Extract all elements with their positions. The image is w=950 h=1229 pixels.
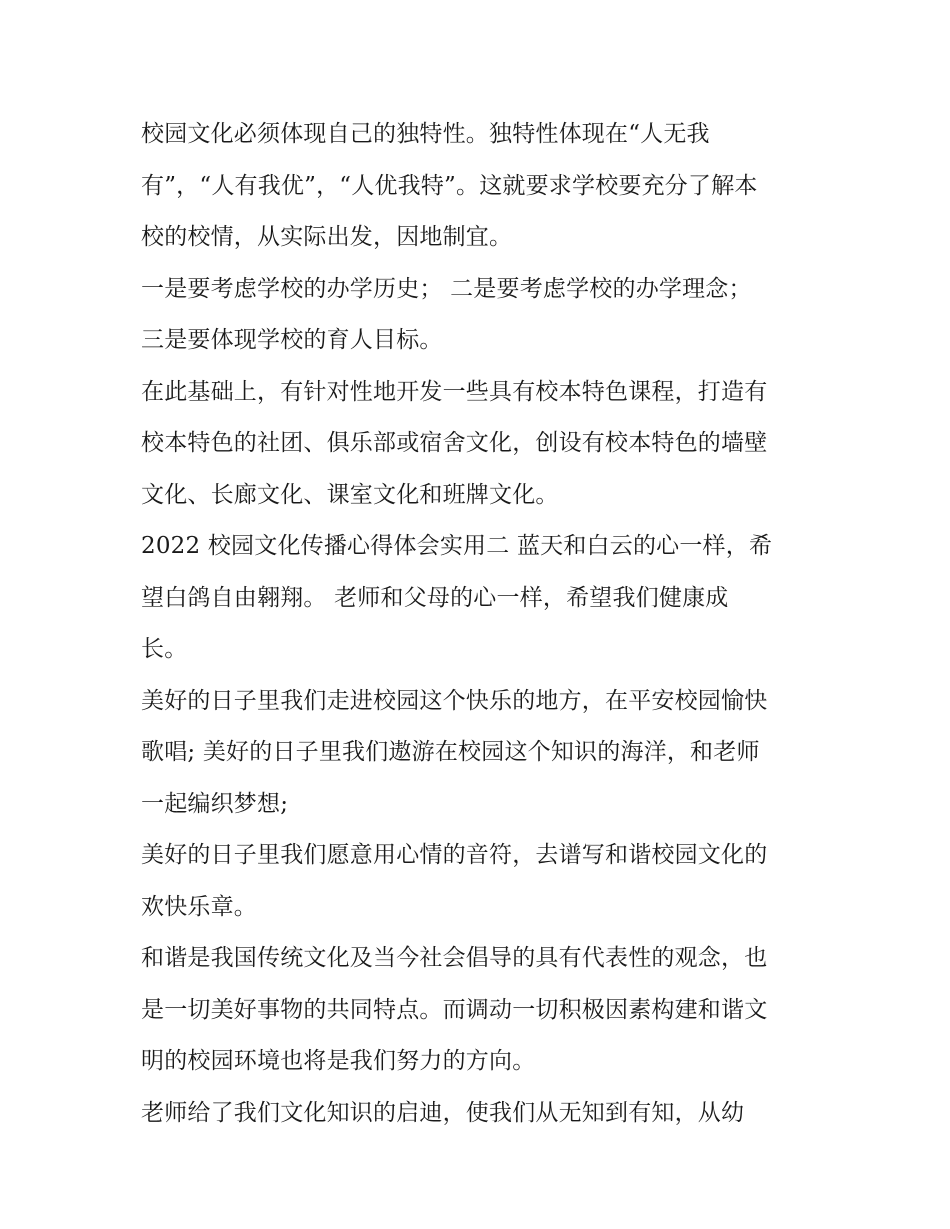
text-line: 是一切美好事物的共同特点。而调动一切积极因素构建和谐文 [141, 996, 768, 1023]
text-line: 在此基础上，有针对性地开发一些具有校本特色课程，打造有 [141, 378, 768, 405]
text-line: 2022 校园文化传播心得体会实用二 蓝天和白云的心一样，希 [141, 533, 773, 559]
text-line: 三是要体现学校的育人目标。 [141, 327, 443, 353]
text-line: 长。 [141, 636, 188, 662]
document-body [141, 109, 821, 1139]
text-line: 一起编织梦想; [141, 790, 289, 817]
text-line: 有”，“人有我优”，“人优我特”。这就要求学校要充分了解本 [141, 172, 758, 199]
text-line: 美好的日子里我们走进校园这个快乐的地方，在平安校园愉快 [141, 687, 768, 714]
text-line: 欢快乐章。 [141, 893, 257, 920]
text-line: 校园文化必须体现自己的独特性。独特性体现在“人无我 [141, 121, 710, 147]
text-line: 一是要考虑学校的办学历史； 二是要考虑学校的办学理念； [141, 275, 752, 302]
text-line: 校的校情，从实际出发，因地制宜。 [141, 224, 513, 250]
text-line: 美好的日子里我们愿意用心情的音符，去谱写和谐校园文化的 [141, 842, 768, 868]
text-line: 明的校园环境也将是我们努力的方向。 [141, 1048, 536, 1074]
text-line: 老师给了我们文化知识的启迪，使我们从无知到有知，从幼 [141, 1099, 745, 1126]
text-line: 文化、长廊文化、课室文化和班牌文化。 [141, 481, 559, 508]
text-line: 校本特色的社团、俱乐部或宿舍文化，创设有校本特色的墙壁 [141, 430, 768, 456]
text-line: 和谐是我国传统文化及当今社会倡导的具有代表性的观念，也 [141, 945, 768, 971]
text-line: 望白鸽自由翱翔。 老师和父母的心一样，希望我们健康成 [141, 584, 729, 611]
text-line: 歌唱; 美好的日子里我们遨游在校园这个知识的海洋，和老师 [141, 739, 760, 765]
